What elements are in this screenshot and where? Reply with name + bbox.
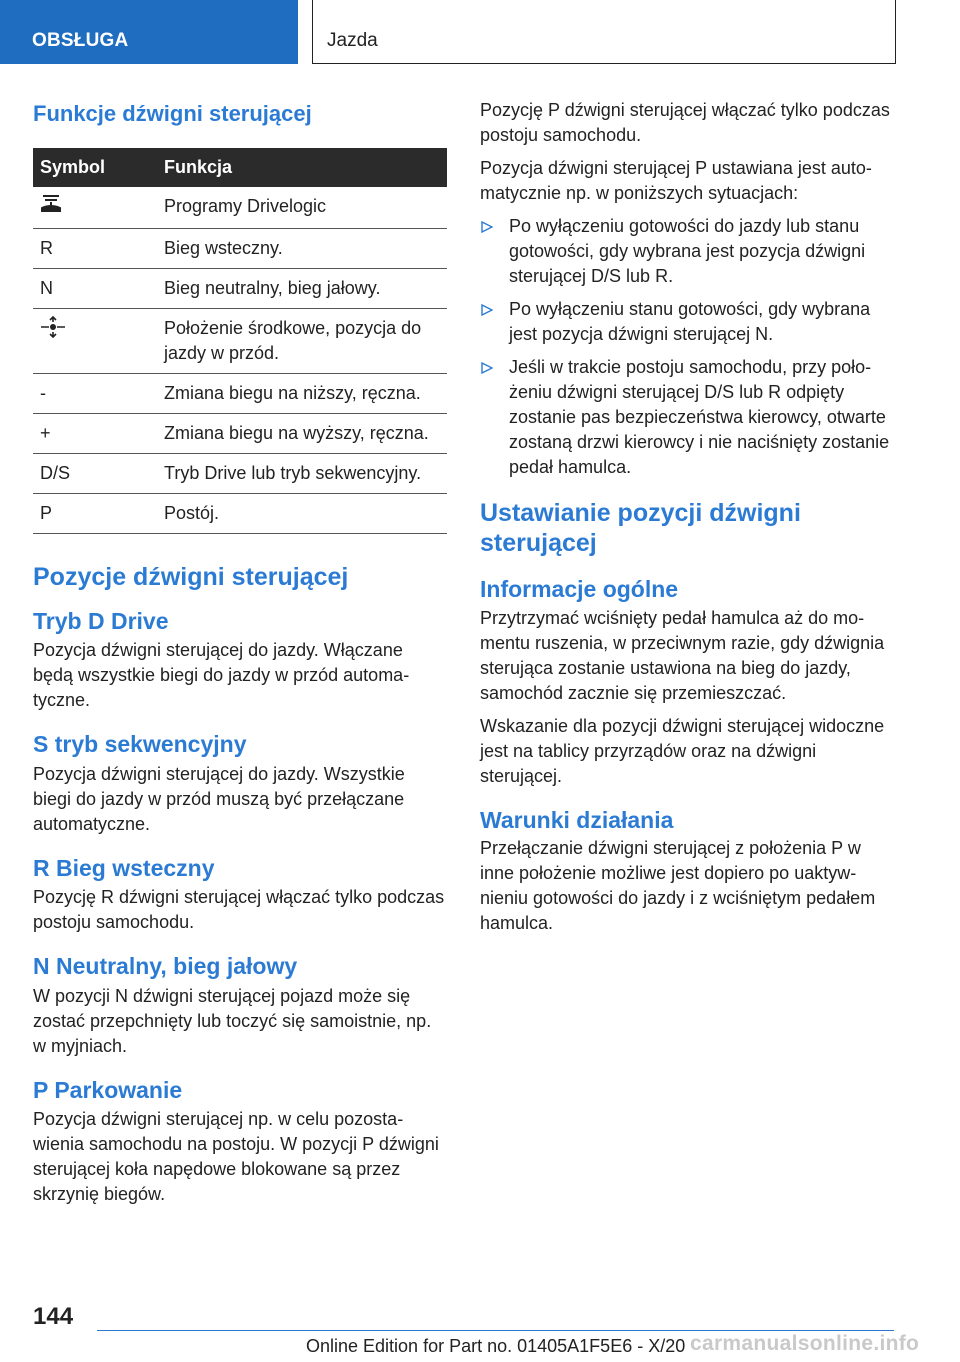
table-cell-symbol: - bbox=[33, 373, 164, 413]
left-column bbox=[33, 100, 447, 1207]
list-item bbox=[480, 355, 896, 480]
watermark: carmanualsonline.info bbox=[690, 1332, 920, 1355]
drivelogic-icon bbox=[40, 194, 62, 221]
page-number: 144 bbox=[33, 1303, 74, 1330]
reverse-heading: R Bieg wsteczny bbox=[33, 854, 215, 881]
table-row bbox=[33, 413, 447, 453]
neutral-text: W pozycji N dźwigni sterującej pojazd może się zostać przepchnięty lub toczyć się samoistnie, np. w myjniach. bbox=[33, 985, 432, 1056]
auto-park-intro: Pozycja dźwigni sterującej P ustawiana jest automatycznie np. w poniższych sytuacjach: bbox=[480, 158, 872, 203]
section-title: OBSŁUGA bbox=[32, 30, 129, 51]
table-cell-symbol: P bbox=[33, 493, 164, 533]
park-heading: P Parkowanie bbox=[33, 1076, 183, 1103]
table-row bbox=[33, 453, 447, 493]
table-header-symbol: Symbol bbox=[33, 148, 164, 187]
list-item bbox=[480, 214, 896, 289]
table-cell-symbol bbox=[33, 187, 164, 229]
general-text-2: Wskazanie dla pozycji dźwigni sterującej widoczne jest na tablicy przyrządów oraz na dźwigni sterującej. bbox=[480, 715, 885, 786]
list-item-text: Po wyłączeniu stanu gotowości, gdy wybrana jest pozycja dźwigni sterującej N. bbox=[509, 299, 871, 344]
table-cell-function: Zmiana biegu na wyższy, ręczna. bbox=[164, 413, 447, 453]
table-row bbox=[33, 308, 447, 373]
table-row bbox=[33, 228, 447, 268]
table-row bbox=[33, 373, 447, 413]
setting-heading: Ustawianie pozycji dźwigni sterującej bbox=[480, 499, 801, 557]
footer-divider bbox=[97, 1330, 894, 1331]
chapter-title: Jazda bbox=[327, 30, 378, 51]
section-tab bbox=[0, 0, 298, 64]
general-text-1: Przytrzymać wciśnięty pedał hamulca aż do momentu ruszenia, w przeciwnym razie, gdy dźwignia sterująca zostanie ustawiona na bieg do jazdy, samochód zacznie się przemieszczać. bbox=[480, 607, 885, 703]
table-heading: Funkcje dźwigni sterującej bbox=[33, 101, 312, 126]
table-row bbox=[33, 493, 447, 533]
table-cell-function: Tryb Drive lub tryb sekwencyjny. bbox=[164, 453, 447, 493]
conditions-heading: Warunki działania bbox=[480, 806, 674, 833]
list-item-text: Jeśli w trakcie postoju samochodu, przy położeniu dźwigni sterującej D/S lub R odpięty zostanie pas bezpieczeństwa kierowcy, otwarte zostaną drzwi kierowcy i nie naciśnięty zostanie pedał hamulca. bbox=[509, 357, 890, 477]
reverse-park-note: Pozycję P dźwigni sterującej włączać tylko podczas postoju samochodu. bbox=[480, 100, 890, 145]
table-cell-function: Zmiana biegu na niższy, ręczna. bbox=[164, 373, 447, 413]
park-text: Pozycja dźwigni sterującej np. w celu pozostawienia samochodu na postoju. W pozycji P dźwigni sterującej koła napędowe blokowane są przez skrzynię biegów. bbox=[33, 1109, 439, 1205]
list-item bbox=[480, 297, 896, 347]
table-row bbox=[33, 268, 447, 308]
table-cell-function: Bieg neutralny, bieg jałowy. bbox=[164, 268, 447, 308]
auto-park-list bbox=[480, 214, 896, 480]
table-cell-function: Położenie środkowe, pozycja do jazdy w przód. bbox=[164, 308, 447, 373]
table-cell-function: Bieg wsteczny. bbox=[164, 228, 447, 268]
table-cell-symbol bbox=[33, 308, 164, 373]
functions-table bbox=[33, 148, 447, 534]
table-header-function: Funkcja bbox=[164, 148, 447, 187]
table-cell-symbol: N bbox=[33, 268, 164, 308]
table-cell-symbol: + bbox=[33, 413, 164, 453]
reverse-text: Pozycję R dźwigni sterującej włączać tylko podczas postoju samochodu. bbox=[33, 887, 445, 933]
triangle-bullet-icon bbox=[481, 221, 493, 233]
general-heading: Informacje ogólne bbox=[480, 576, 679, 602]
table-cell-function: Postój. bbox=[164, 493, 447, 533]
list-item-text: Po wyłączeniu gotowości do jazdy lub stanu gotowości, gdy wybrana jest pozycja dźwigni sterującej D/S lub R. bbox=[509, 216, 866, 286]
drive-text: Pozycja dźwigni sterującej do jazdy. Włączane będą wszystkie biegi do jazdy w przód automatyczne. bbox=[33, 640, 410, 711]
right-column bbox=[480, 98, 896, 936]
footer-edition: Online Edition for Part no. 01405A1F5E6 - X/20 bbox=[306, 1336, 686, 1356]
table-cell-symbol: R bbox=[33, 228, 164, 268]
center-position-icon bbox=[40, 316, 66, 345]
triangle-bullet-icon bbox=[481, 304, 493, 316]
table-cell-symbol: D/S bbox=[33, 453, 164, 493]
table-row bbox=[33, 187, 447, 229]
triangle-bullet-icon bbox=[481, 362, 493, 374]
sequential-text: Pozycja dźwigni sterującej do jazdy. Wszystkie biegi do jazdy w przód muszą być przełączane automatyczne. bbox=[33, 763, 405, 834]
conditions-text: Przełączanie dźwigni sterującej z położenia P w inne położenie możliwe jest dopiero po uaktywnieniu gotowości do jazdy i z wciśniętym pedałem hamulca. bbox=[480, 838, 876, 934]
chapter-tab bbox=[312, 0, 896, 64]
drive-heading: Tryb D Drive bbox=[33, 607, 169, 634]
table-header-row bbox=[33, 148, 447, 187]
neutral-heading: N Neutralny, bieg jałowy bbox=[33, 953, 298, 980]
table-cell-function: Programy Drivelogic bbox=[164, 187, 447, 229]
positions-heading: Pozycje dźwigni sterującej bbox=[33, 562, 349, 591]
sequential-heading: S tryb sekwencyjny bbox=[33, 731, 247, 758]
